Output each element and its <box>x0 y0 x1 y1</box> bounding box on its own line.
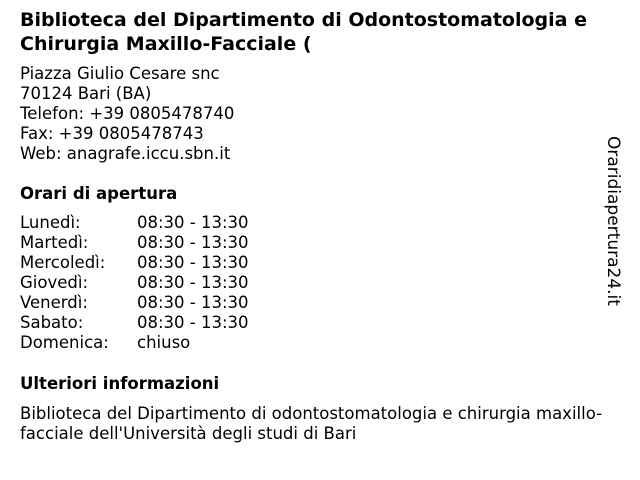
address-phone: Telefon: +39 0805478740 <box>20 104 235 123</box>
hours-day: Lunedì: <box>20 213 81 232</box>
hours-heading: Orari di apertura <box>20 184 178 203</box>
info-text: Biblioteca del Dipartimento di odontostomatologia e chirurgia maxillo-facciale dell'Università degli studi di Bari <box>20 404 603 443</box>
hours-day: Giovedì: <box>20 273 88 292</box>
address-city: 70124 Bari (BA) <box>20 84 152 103</box>
page-title: Biblioteca del Dipartimento di Odontostomatologia e Chirurgia Maxillo-Facciale ( <box>20 9 587 55</box>
hours-day: Mercoledì: <box>20 253 106 272</box>
hours-day: Domenica: <box>20 333 109 352</box>
hours-time: 08:30 - 13:30 <box>137 253 249 272</box>
info-heading: Ulteriori informazioni <box>20 374 220 393</box>
address-street: Piazza Giulio Cesare snc <box>20 64 220 83</box>
hours-time: chiuso <box>137 333 191 352</box>
hours-time: 08:30 - 13:30 <box>137 273 249 292</box>
watermark-text: Oraridiapertura24.it <box>603 136 623 306</box>
address-block <box>20 64 234 164</box>
hours-day: Sabato: <box>20 313 84 332</box>
address-fax: Fax: +39 0805478743 <box>20 124 204 143</box>
hours-time: 08:30 - 13:30 <box>137 293 249 312</box>
hours-day: Martedì: <box>20 233 89 252</box>
hours-time: 08:30 - 13:30 <box>137 233 249 252</box>
hours-time: 08:30 - 13:30 <box>137 313 249 332</box>
address-web: Web: anagrafe.iccu.sbn.it <box>20 144 231 163</box>
hours-time: 08:30 - 13:30 <box>137 213 249 232</box>
hours-day: Venerdì: <box>20 293 88 312</box>
